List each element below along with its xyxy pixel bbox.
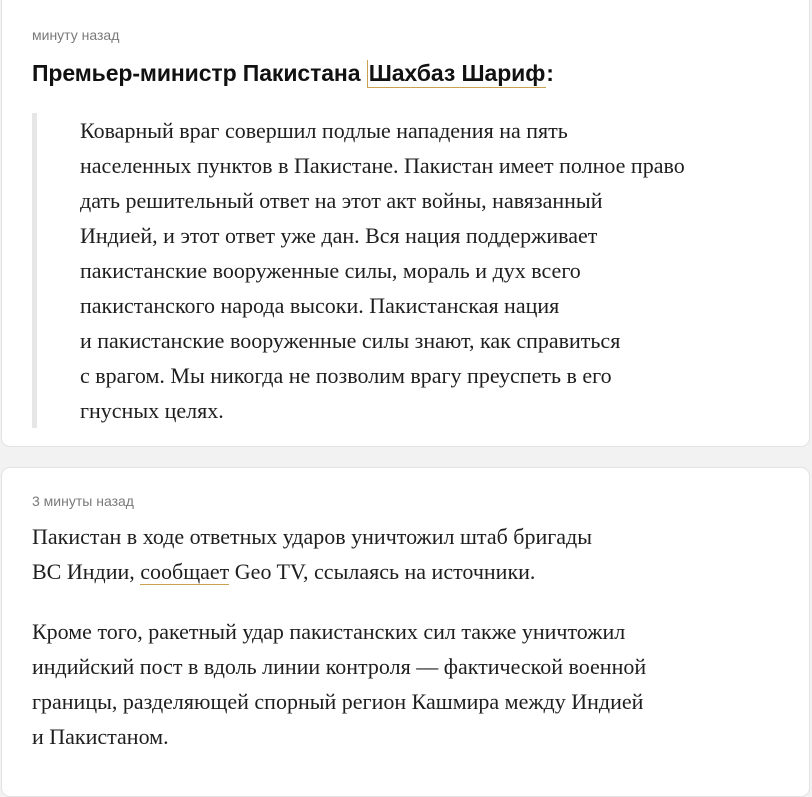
headline-text: Премьер-министр Пакистана bbox=[32, 60, 367, 86]
post-paragraph: Кроме того, ракетный удар пакистанских сил также уничтожил индийский пост в вдоль линии контроля — фактической военной границы, разделяющей спорный регион Кашмира между Индией и Пакистаном. bbox=[32, 619, 647, 749]
quote-text: Коварный враг совершил подлые нападения на пять населенных пунктов в Пакистане. Пакистан имеет полное право дать решительный ответ на этот акт войны, навязанный Индией, и этот ответ уже дан. Вся нация поддерживает пакистанские вооруженные силы, мораль и дух всего пакистанского народа высоки. Пакистанская нация и пакистанские вооруженные силы знают, как справиться с врагом. Мы никогда не позволим врагу преуспеть в его гнусных целях. bbox=[80, 118, 685, 423]
headline-colon: : bbox=[546, 60, 554, 86]
person-link[interactable]: Шахбаз Шариф bbox=[368, 60, 546, 86]
post-timestamp: 3 минуты назад bbox=[32, 493, 134, 509]
post-headline bbox=[32, 60, 554, 87]
news-post-card bbox=[1, 467, 810, 797]
source-link[interactable]: сообщает bbox=[140, 559, 230, 584]
quote-block bbox=[32, 113, 792, 428]
news-post-card bbox=[1, 0, 810, 447]
paragraph-text: Geo TV, ссылаясь на источники. bbox=[229, 559, 536, 584]
post-timestamp: минуту назад bbox=[32, 27, 120, 43]
paragraph-text: Пакистан в ходе ответных ударов уничтожил штаб бригады ВС Индии, bbox=[32, 524, 593, 584]
post-paragraph bbox=[32, 519, 802, 589]
